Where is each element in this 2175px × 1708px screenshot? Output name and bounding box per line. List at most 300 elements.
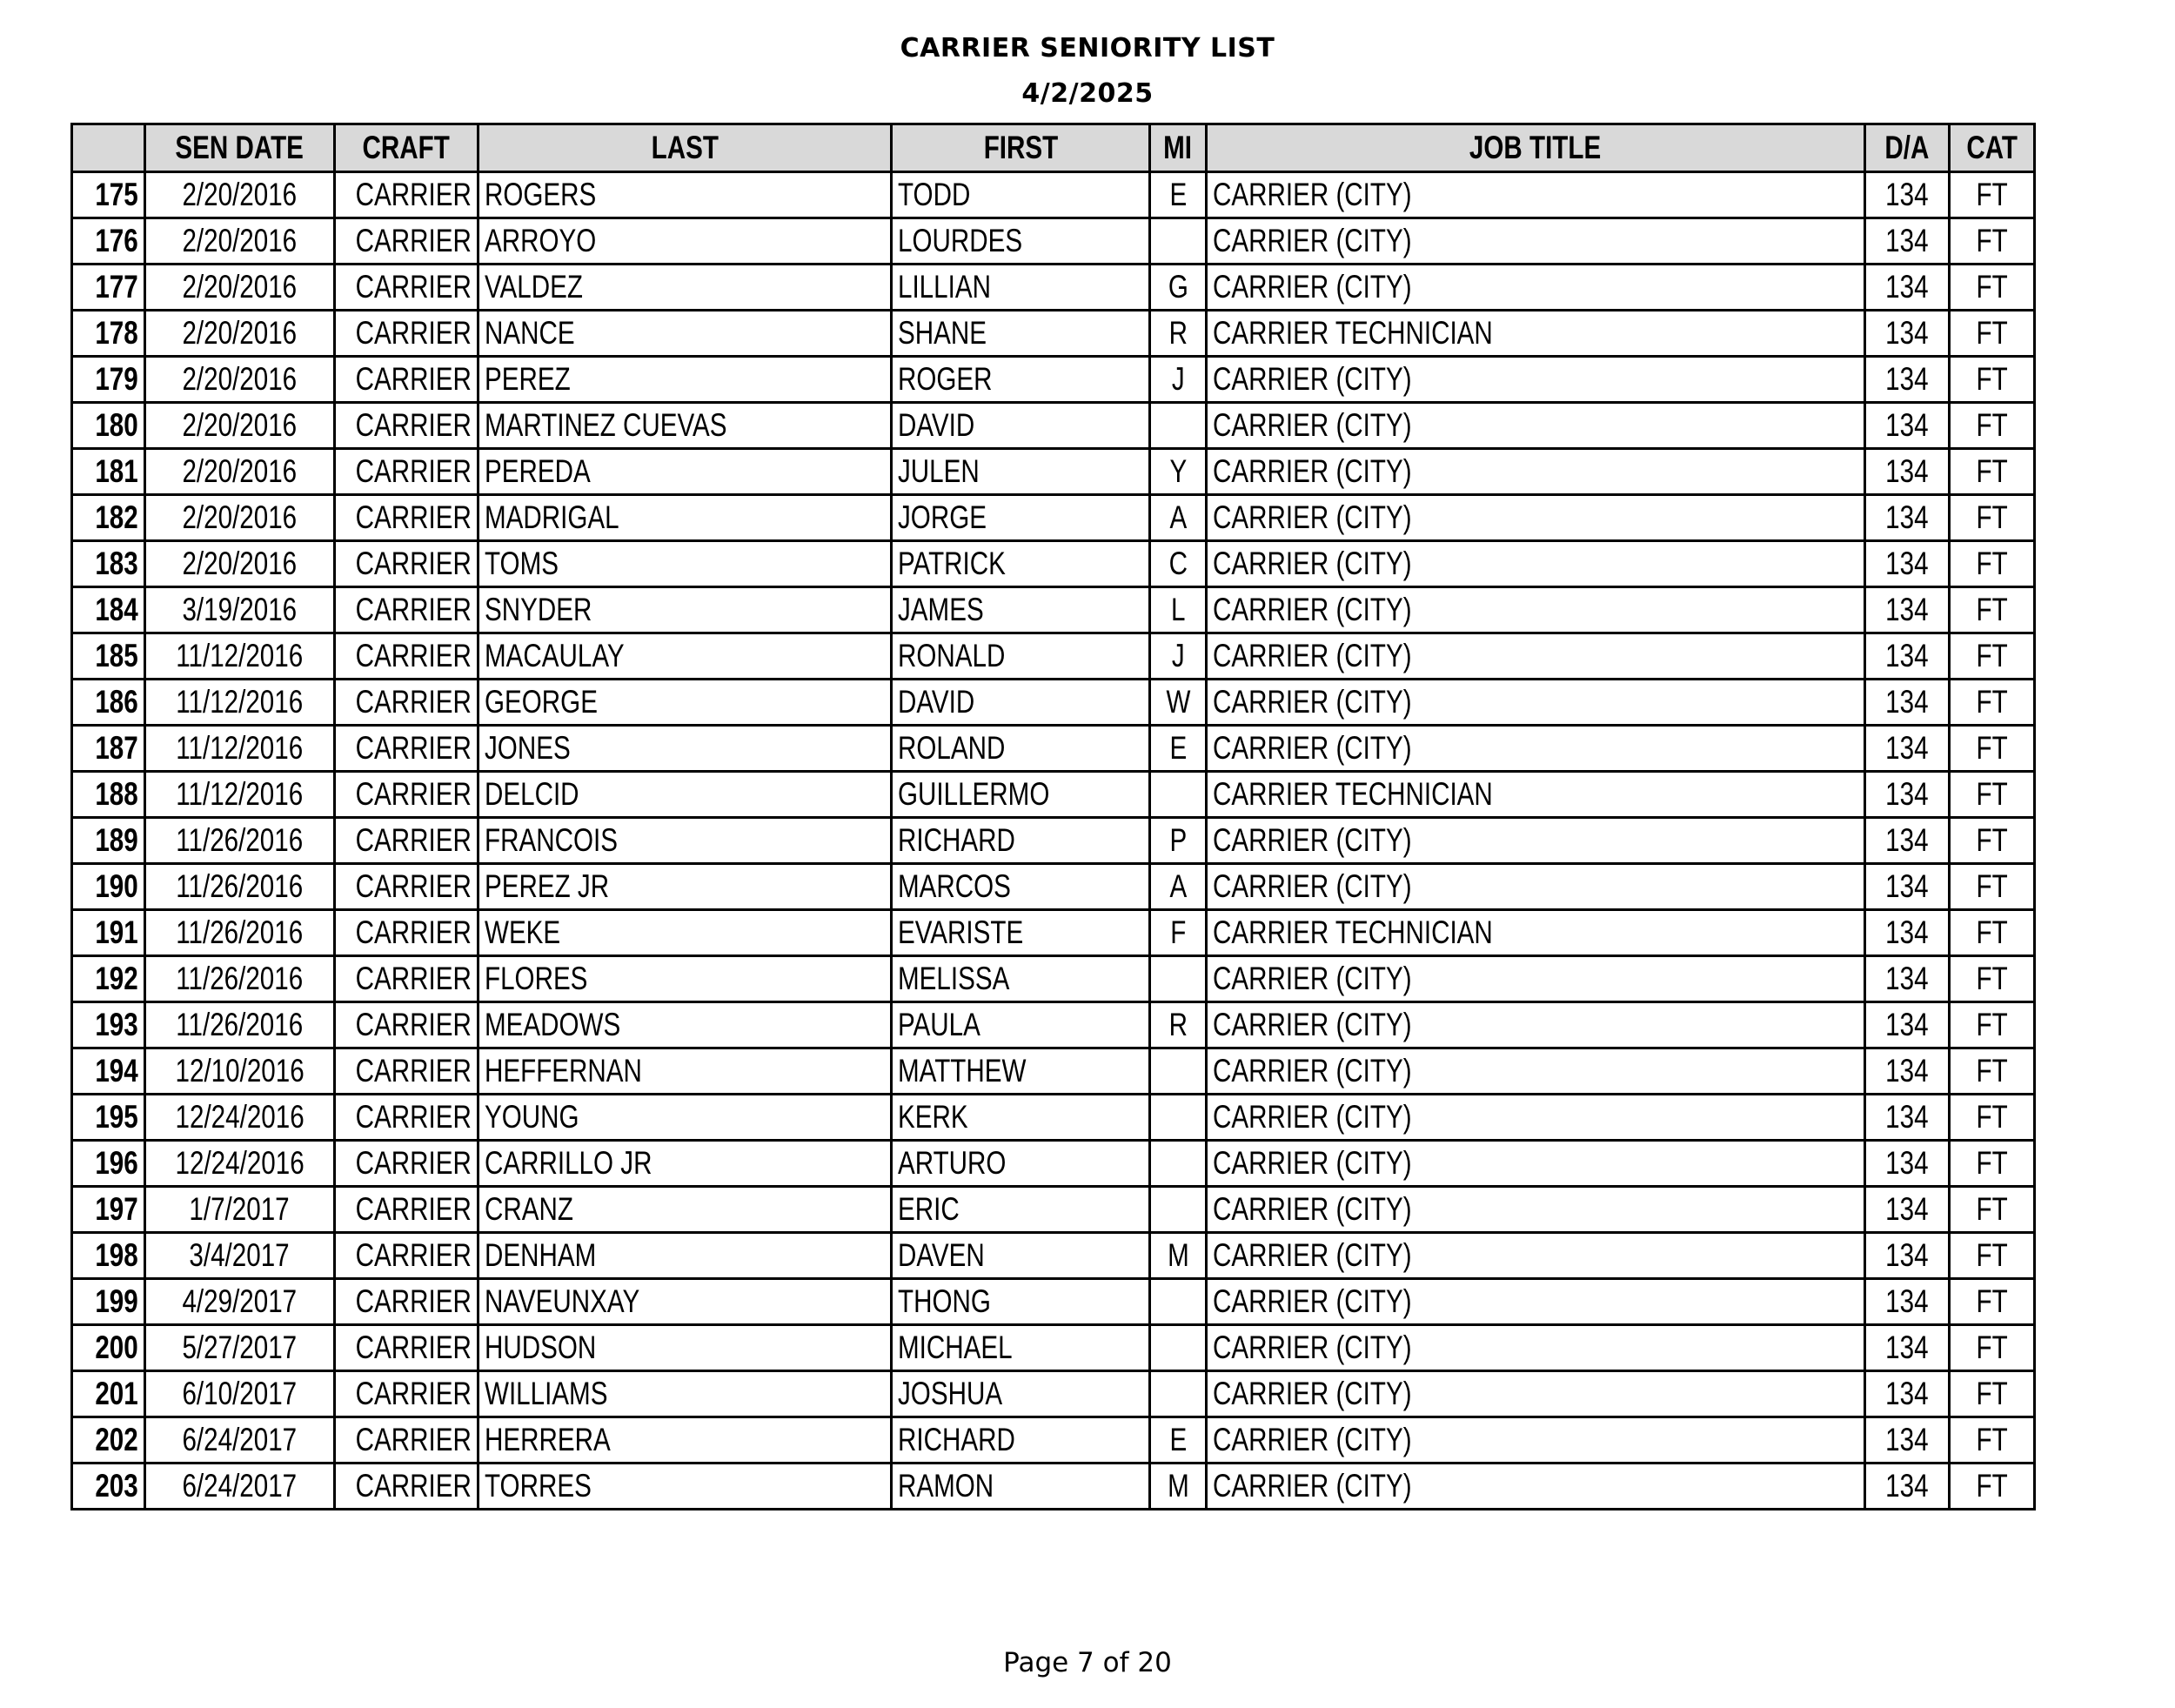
table-row [72, 1417, 2035, 1464]
cell-job-title-text: CARRIER (CITY) [1213, 269, 1412, 305]
cell-num-text: 181 [95, 453, 138, 489]
header-sen-date-label: SEN DATE [175, 130, 304, 165]
cell-craft [335, 218, 478, 265]
cell-craft-text: CARRIER [355, 1422, 472, 1457]
cell-mi-text: P [1169, 822, 1187, 858]
header-da-label: D/A [1884, 130, 1930, 165]
cell-num [72, 1002, 145, 1048]
cell-sen-date [145, 1141, 335, 1187]
cell-first [892, 311, 1150, 357]
cell-craft-text: CARRIER [355, 1053, 472, 1088]
cell-mi-text: F [1169, 914, 1187, 950]
cell-job-title-text: CARRIER (CITY) [1213, 453, 1412, 489]
cell-num-text: 198 [95, 1237, 138, 1273]
table-row [72, 772, 2035, 818]
cell-last [478, 910, 892, 956]
cell-mi [1150, 1095, 1207, 1141]
cell-da-text: 134 [1885, 1376, 1929, 1411]
cell-job-title-text: CARRIER (CITY) [1213, 730, 1412, 766]
cell-job-title-text: CARRIER (CITY) [1213, 1099, 1412, 1135]
cell-mi [1150, 218, 1207, 265]
cell-first [892, 1002, 1150, 1048]
table-row [72, 1279, 2035, 1325]
cell-num [72, 1095, 145, 1141]
cell-first [892, 357, 1150, 403]
cell-cat-text: FT [1976, 1376, 2008, 1411]
header-job-title [1207, 124, 1865, 172]
cell-job-title-text: CARRIER TECHNICIAN [1213, 914, 1493, 950]
cell-last-text: HEFFERNAN [485, 1053, 642, 1088]
cell-da-text: 134 [1885, 177, 1929, 212]
cell-first [892, 172, 1150, 218]
header-cat [1950, 124, 2035, 172]
cell-da-text: 134 [1885, 499, 1929, 535]
cell-first-text: DAVID [898, 407, 975, 443]
cell-last [478, 772, 892, 818]
cell-craft [335, 864, 478, 910]
cell-cat [1950, 818, 2035, 864]
cell-last-text: HUDSON [485, 1330, 597, 1365]
cell-cat [1950, 726, 2035, 772]
cell-da-text: 134 [1885, 407, 1929, 443]
cell-craft [335, 495, 478, 541]
cell-da-text: 134 [1885, 961, 1929, 996]
cell-job-title [1207, 680, 1865, 726]
cell-craft [335, 265, 478, 311]
cell-craft-text: CARRIER [355, 1283, 472, 1319]
cell-sen-date-text: 2/20/2016 [182, 453, 298, 489]
cell-first-text: JOSHUA [898, 1376, 1003, 1411]
cell-sen-date [145, 680, 335, 726]
cell-craft [335, 311, 478, 357]
cell-job-title-text: CARRIER (CITY) [1213, 1145, 1412, 1181]
cell-cat [1950, 1002, 2035, 1048]
cell-job-title [1207, 1048, 1865, 1095]
table-row [72, 1187, 2035, 1233]
cell-last [478, 1371, 892, 1417]
cell-da-text: 134 [1885, 1468, 1929, 1504]
cell-cat-text: FT [1976, 1283, 2008, 1319]
cell-sen-date-text: 5/27/2017 [182, 1330, 298, 1365]
cell-first-text: TODD [898, 177, 971, 212]
cell-sen-date [145, 864, 335, 910]
cell-cat-text: FT [1976, 1330, 2008, 1365]
cell-num-text: 176 [95, 223, 138, 258]
cell-job-title-text: CARRIER (CITY) [1213, 961, 1412, 996]
cell-job-title [1207, 1187, 1865, 1233]
cell-craft [335, 449, 478, 495]
cell-num-text: 187 [95, 730, 138, 766]
cell-num [72, 311, 145, 357]
cell-craft [335, 726, 478, 772]
cell-da [1865, 680, 1950, 726]
cell-last-text: TOMS [485, 546, 559, 581]
cell-first [892, 633, 1150, 680]
cell-mi [1150, 633, 1207, 680]
cell-sen-date [145, 726, 335, 772]
cell-sen-date-text: 11/12/2016 [176, 776, 304, 812]
cell-da [1865, 1464, 1950, 1510]
cell-job-title-text: CARRIER (CITY) [1213, 1376, 1412, 1411]
table-row [72, 1095, 2035, 1141]
cell-da-text: 134 [1885, 1007, 1929, 1042]
cell-sen-date [145, 1371, 335, 1417]
cell-cat-text: FT [1976, 453, 2008, 489]
cell-num-text: 190 [95, 868, 138, 904]
cell-last-text: PEREZ [485, 361, 571, 397]
cell-num [72, 1371, 145, 1417]
cell-job-title [1207, 218, 1865, 265]
cell-mi-text: E [1169, 177, 1187, 212]
cell-da [1865, 172, 1950, 218]
cell-job-title-text: CARRIER (CITY) [1213, 1283, 1412, 1319]
cell-da-text: 134 [1885, 1191, 1929, 1227]
cell-sen-date-text: 2/20/2016 [182, 223, 298, 258]
cell-first-text: LOURDES [898, 223, 1023, 258]
cell-da [1865, 449, 1950, 495]
cell-da-text: 134 [1885, 776, 1929, 812]
cell-mi [1150, 403, 1207, 449]
table-row [72, 956, 2035, 1002]
cell-craft-text: CARRIER [355, 1237, 472, 1273]
cell-cat [1950, 449, 2035, 495]
cell-craft [335, 1095, 478, 1141]
cell-first [892, 1048, 1150, 1095]
cell-job-title [1207, 1233, 1865, 1279]
cell-num-text: 193 [95, 1007, 138, 1042]
cell-num [72, 265, 145, 311]
cell-last-text: TORRES [485, 1468, 592, 1504]
cell-mi [1150, 726, 1207, 772]
cell-sen-date [145, 172, 335, 218]
cell-first-text: SHANE [898, 315, 987, 351]
cell-da [1865, 818, 1950, 864]
cell-num-text: 188 [95, 776, 138, 812]
table-row [72, 449, 2035, 495]
cell-job-title [1207, 541, 1865, 587]
cell-cat [1950, 1187, 2035, 1233]
cell-sen-date-text: 11/26/2016 [176, 868, 304, 904]
cell-craft-text: CARRIER [355, 1330, 472, 1365]
cell-job-title-text: CARRIER (CITY) [1213, 499, 1412, 535]
cell-job-title [1207, 449, 1865, 495]
cell-sen-date-text: 12/24/2016 [175, 1145, 304, 1181]
cell-last [478, 1325, 892, 1371]
cell-job-title-text: CARRIER (CITY) [1213, 868, 1412, 904]
cell-last [478, 449, 892, 495]
cell-first-text: ROGER [898, 361, 993, 397]
cell-sen-date-text: 6/24/2017 [182, 1468, 298, 1504]
cell-sen-date [145, 818, 335, 864]
cell-da [1865, 864, 1950, 910]
cell-first [892, 772, 1150, 818]
cell-job-title-text: CARRIER (CITY) [1213, 1422, 1412, 1457]
table-row [72, 633, 2035, 680]
cell-craft-text: CARRIER [355, 499, 472, 535]
cell-last-text: DENHAM [485, 1237, 597, 1273]
cell-sen-date-text: 4/29/2017 [182, 1283, 298, 1319]
cell-num [72, 956, 145, 1002]
table-row [72, 864, 2035, 910]
cell-last-text: SNYDER [485, 592, 592, 627]
cell-last [478, 1233, 892, 1279]
cell-last-text: PEREDA [485, 453, 591, 489]
cell-job-title [1207, 1371, 1865, 1417]
cell-first [892, 1141, 1150, 1187]
cell-mi-text: Y [1169, 453, 1187, 489]
cell-cat [1950, 680, 2035, 726]
seniority-table [70, 123, 2036, 1510]
cell-num-text: 201 [95, 1376, 138, 1411]
cell-num-text: 200 [95, 1330, 138, 1365]
cell-craft [335, 172, 478, 218]
cell-num [72, 1187, 145, 1233]
cell-job-title-text: CARRIER (CITY) [1213, 361, 1412, 397]
cell-mi [1150, 1233, 1207, 1279]
cell-first-text: PATRICK [898, 546, 1006, 581]
cell-craft-text: CARRIER [355, 1191, 472, 1227]
cell-last [478, 172, 892, 218]
cell-job-title-text: CARRIER (CITY) [1213, 1237, 1412, 1273]
header-last [478, 124, 892, 172]
cell-last-text: YOUNG [485, 1099, 579, 1135]
cell-num [72, 1233, 145, 1279]
cell-sen-date [145, 495, 335, 541]
cell-sen-date-text: 2/20/2016 [182, 315, 298, 351]
cell-sen-date [145, 1464, 335, 1510]
cell-cat [1950, 772, 2035, 818]
cell-last-text: HERRERA [485, 1422, 611, 1457]
cell-cat-text: FT [1976, 546, 2008, 581]
cell-cat-text: FT [1976, 1191, 2008, 1227]
cell-first [892, 1325, 1150, 1371]
cell-num-text: 183 [95, 546, 138, 581]
cell-mi-text: A [1169, 868, 1187, 904]
cell-num-text: 202 [95, 1422, 138, 1457]
cell-craft-text: CARRIER [355, 177, 472, 212]
cell-job-title [1207, 1141, 1865, 1187]
cell-num-text: 196 [95, 1145, 138, 1181]
cell-first-text: DAVID [898, 684, 975, 720]
cell-last-text: FRANCOIS [485, 822, 618, 858]
cell-job-title-text: CARRIER (CITY) [1213, 822, 1412, 858]
cell-sen-date-text: 2/20/2016 [182, 546, 298, 581]
cell-da [1865, 311, 1950, 357]
table-row [72, 311, 2035, 357]
cell-job-title [1207, 1002, 1865, 1048]
cell-num-text: 194 [95, 1053, 138, 1088]
cell-cat-text: FT [1976, 1099, 2008, 1135]
cell-num [72, 1464, 145, 1510]
cell-mi-text: L [1170, 592, 1186, 627]
cell-craft-text: CARRIER [355, 1007, 472, 1042]
table-row [72, 1464, 2035, 1510]
cell-cat-text: FT [1976, 407, 2008, 443]
cell-mi [1150, 1187, 1207, 1233]
cell-mi [1150, 495, 1207, 541]
cell-craft [335, 633, 478, 680]
cell-last [478, 1002, 892, 1048]
cell-cat-text: FT [1976, 1145, 2008, 1181]
cell-da [1865, 1187, 1950, 1233]
cell-da [1865, 218, 1950, 265]
cell-craft-text: CARRIER [355, 868, 472, 904]
header-num [72, 124, 145, 172]
cell-first-text: DAVEN [898, 1237, 985, 1273]
cell-first-text: GUILLERMO [898, 776, 1050, 812]
cell-cat-text: FT [1976, 1053, 2008, 1088]
cell-first [892, 726, 1150, 772]
cell-sen-date [145, 1233, 335, 1279]
cell-first [892, 218, 1150, 265]
cell-last-text: VALDEZ [485, 269, 583, 305]
cell-first [892, 818, 1150, 864]
cell-last-text: JONES [485, 730, 571, 766]
cell-first [892, 265, 1150, 311]
cell-craft-text: CARRIER [355, 1145, 472, 1181]
cell-sen-date-text: 11/26/2016 [176, 961, 304, 996]
cell-first-text: RICHARD [898, 822, 1015, 858]
cell-mi [1150, 956, 1207, 1002]
cell-last [478, 541, 892, 587]
cell-last [478, 587, 892, 633]
cell-cat-text: FT [1976, 1237, 2008, 1273]
table-row [72, 1371, 2035, 1417]
cell-last-text: CARRILLO JR [485, 1145, 652, 1181]
cell-job-title [1207, 1279, 1865, 1325]
cell-num [72, 541, 145, 587]
table-row [72, 726, 2035, 772]
cell-sen-date-text: 12/10/2016 [175, 1053, 304, 1088]
table-row [72, 910, 2035, 956]
page-footer: Page 7 of 20 [1003, 1647, 1172, 1678]
cell-num-text: 179 [95, 361, 138, 397]
cell-da [1865, 403, 1950, 449]
cell-num-text: 175 [95, 177, 138, 212]
cell-first-text: RONALD [898, 638, 1006, 673]
cell-sen-date [145, 218, 335, 265]
cell-da-text: 134 [1885, 546, 1929, 581]
cell-last-text: GEORGE [485, 684, 598, 720]
cell-first-text: MICHAEL [898, 1330, 1013, 1365]
cell-craft-text: CARRIER [355, 638, 472, 673]
cell-craft-text: CARRIER [355, 776, 472, 812]
cell-num-text: 199 [95, 1283, 138, 1319]
cell-craft-text: CARRIER [355, 407, 472, 443]
cell-cat [1950, 956, 2035, 1002]
cell-mi [1150, 311, 1207, 357]
cell-sen-date [145, 587, 335, 633]
cell-job-title-text: CARRIER (CITY) [1213, 1330, 1412, 1365]
cell-num-text: 192 [95, 961, 138, 996]
cell-sen-date [145, 1002, 335, 1048]
cell-da-text: 134 [1885, 684, 1929, 720]
cell-da-text: 134 [1885, 269, 1929, 305]
cell-cat-text: FT [1976, 1007, 2008, 1042]
cell-last [478, 1048, 892, 1095]
cell-cat-text: FT [1976, 868, 2008, 904]
cell-job-title [1207, 1095, 1865, 1141]
cell-sen-date-text: 6/24/2017 [182, 1422, 298, 1457]
cell-sen-date [145, 1325, 335, 1371]
cell-sen-date [145, 541, 335, 587]
cell-craft [335, 956, 478, 1002]
cell-num-text: 182 [95, 499, 138, 535]
cell-mi [1150, 1325, 1207, 1371]
cell-da [1865, 587, 1950, 633]
cell-cat [1950, 1141, 2035, 1187]
cell-last-text: WILLIAMS [485, 1376, 608, 1411]
cell-cat-text: FT [1976, 269, 2008, 305]
cell-mi [1150, 1279, 1207, 1325]
cell-craft-text: CARRIER [355, 1376, 472, 1411]
cell-craft [335, 680, 478, 726]
cell-da [1865, 1048, 1950, 1095]
cell-job-title-text: CARRIER (CITY) [1213, 1191, 1412, 1227]
cell-craft-text: CARRIER [355, 961, 472, 996]
cell-da [1865, 357, 1950, 403]
cell-craft [335, 772, 478, 818]
cell-craft [335, 1464, 478, 1510]
cell-job-title-text: CARRIER (CITY) [1213, 223, 1412, 258]
cell-craft [335, 1325, 478, 1371]
cell-sen-date-text: 1/7/2017 [189, 1191, 291, 1227]
cell-mi [1150, 680, 1207, 726]
cell-mi [1150, 1371, 1207, 1417]
cell-num [72, 772, 145, 818]
cell-job-title [1207, 956, 1865, 1002]
cell-num [72, 1417, 145, 1464]
cell-last [478, 956, 892, 1002]
cell-job-title-text: CARRIER (CITY) [1213, 407, 1412, 443]
cell-first-text: KERK [898, 1099, 968, 1135]
cell-sen-date-text: 12/24/2016 [175, 1099, 304, 1135]
cell-mi-text: J [1171, 638, 1185, 673]
cell-last-text: NAVEUNXAY [485, 1283, 640, 1319]
cell-cat-text: FT [1976, 1422, 2008, 1457]
cell-first [892, 956, 1150, 1002]
cell-job-title [1207, 772, 1865, 818]
cell-cat [1950, 1325, 2035, 1371]
cell-craft [335, 910, 478, 956]
cell-craft-text: CARRIER [355, 914, 472, 950]
cell-job-title-text: CARRIER (CITY) [1213, 638, 1412, 673]
cell-num [72, 1141, 145, 1187]
header-cat-label: CAT [1966, 130, 2018, 165]
cell-craft-text: CARRIER [355, 730, 472, 766]
cell-da [1865, 495, 1950, 541]
cell-cat-text: FT [1976, 684, 2008, 720]
cell-craft-text: CARRIER [355, 269, 472, 305]
table-row [72, 1141, 2035, 1187]
cell-mi [1150, 818, 1207, 864]
cell-job-title-text: CARRIER (CITY) [1213, 546, 1412, 581]
cell-craft-text: CARRIER [355, 1099, 472, 1135]
cell-num [72, 864, 145, 910]
cell-first-text: RAMON [898, 1468, 994, 1504]
cell-job-title [1207, 1325, 1865, 1371]
header-sen-date [145, 124, 335, 172]
cell-num [72, 449, 145, 495]
cell-craft-text: CARRIER [355, 592, 472, 627]
cell-mi [1150, 541, 1207, 587]
table-row [72, 218, 2035, 265]
cell-cat-text: FT [1976, 499, 2008, 535]
cell-da-text: 134 [1885, 1053, 1929, 1088]
cell-cat-text: FT [1976, 592, 2008, 627]
cell-first-text: JORGE [898, 499, 987, 535]
cell-cat [1950, 1048, 2035, 1095]
